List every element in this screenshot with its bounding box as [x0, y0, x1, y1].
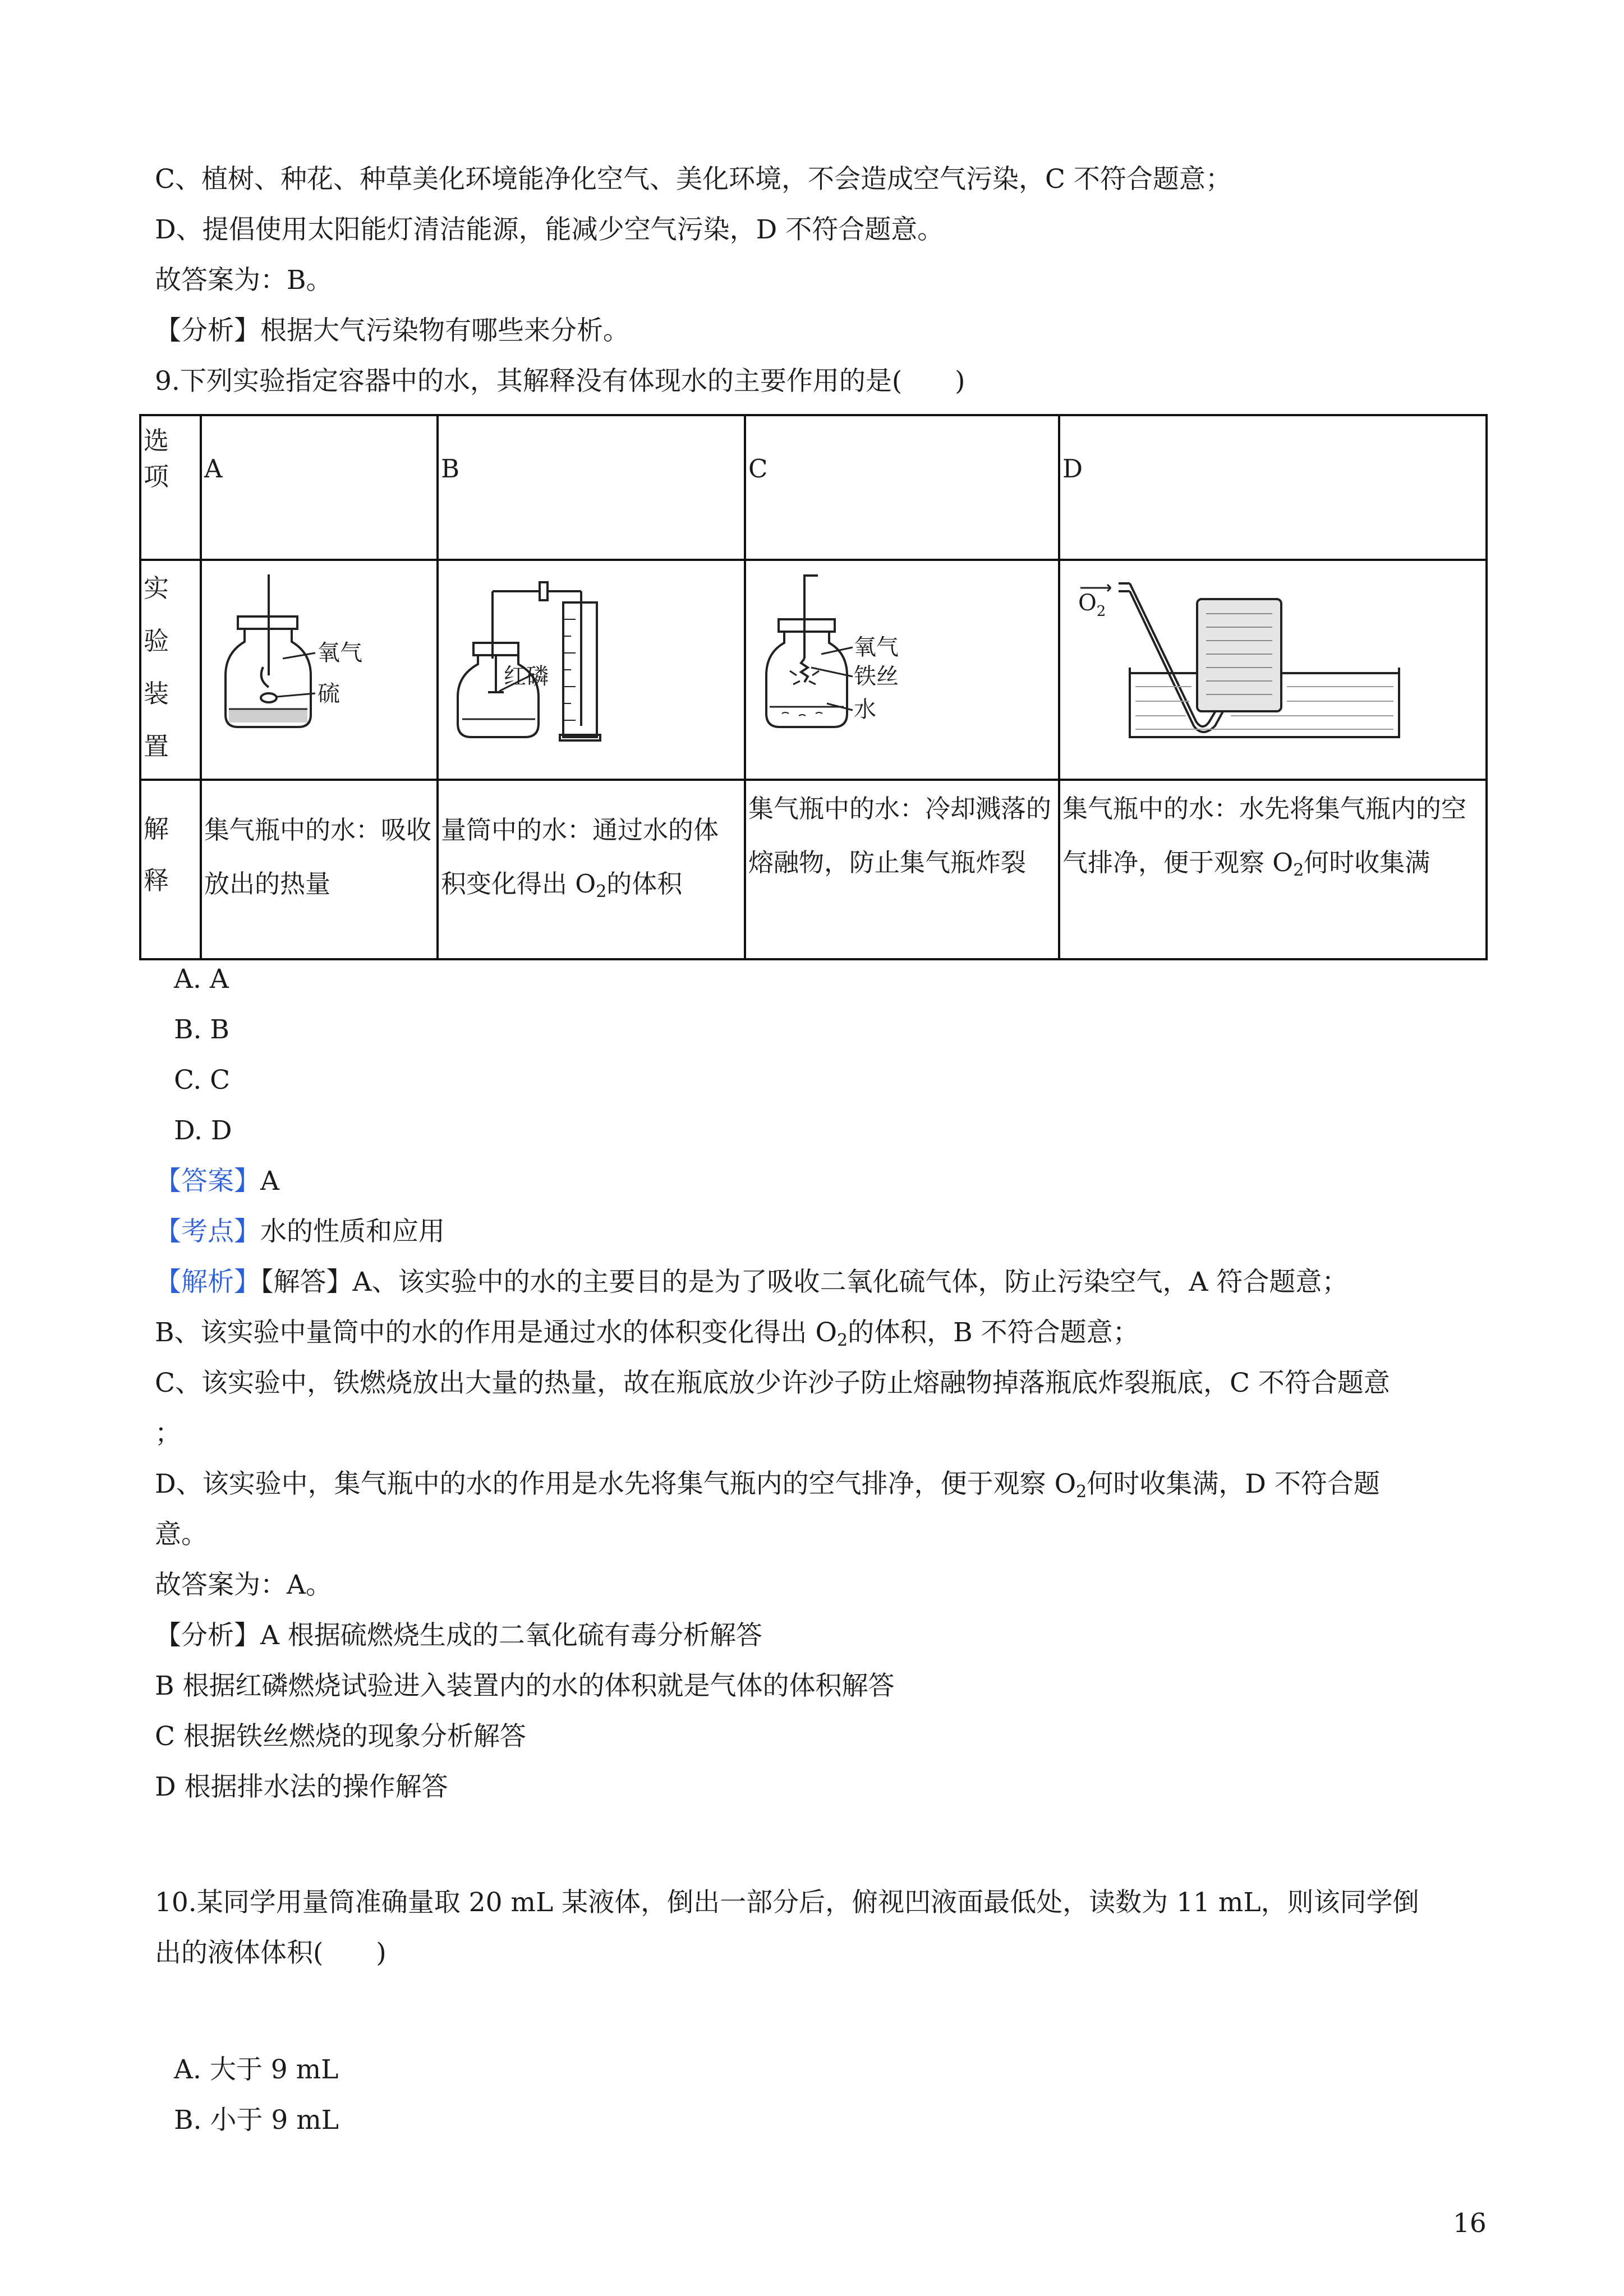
- option-c-header: C: [745, 415, 1059, 560]
- table-row-explanations: [140, 780, 1487, 959]
- q9-solution-c: C、该实验中，铁燃烧放出大量的热量，故在瓶底放少许沙子防止熔融物掉落瓶底炸裂瓶底，C 不符合题意: [155, 1368, 1390, 1398]
- diagram-b-phosphorus-setup: [441, 569, 744, 754]
- q9-solution-b: B、该实验中量筒中的水的作用是通过水的体积变化得出 $O_2$的体积，B 不符合题意；: [155, 1317, 1139, 1350]
- explanation-d: 集气瓶中的水：水先将集气瓶内的空气排净，便于观察 $O_2$何时收集满: [1059, 780, 1487, 959]
- q9-solution-a: 【解析】【解答】A、该实验中的水的主要目的是为了吸收二氧化硫气体，防止污染空气，A 符合题意；: [155, 1267, 1349, 1297]
- q9-analysis-a: 【分析】A 根据硫燃烧生成的二氧化硫有毒分析解答: [155, 1620, 762, 1651]
- row-label-char: 装: [144, 679, 169, 708]
- device-a-cell: [201, 560, 438, 780]
- row-label-option: [140, 415, 201, 560]
- label-sulfur: 硫: [318, 681, 340, 707]
- q9-choice-a: A. A: [174, 964, 229, 995]
- option-b-header: B: [438, 415, 745, 560]
- intro-c-line: C、植树、种花、种草美化环境能净化空气、美化环境，不会造成空气污染，C 不符合题意；: [155, 164, 1232, 195]
- option-d-header: D: [1059, 415, 1487, 560]
- label-iron-wire: 铁丝: [854, 664, 899, 689]
- answer-tag: 【答案】: [155, 1166, 260, 1197]
- q9-analysis-b: B 根据红磷燃烧试验进入装置内的水的体积就是气体的体积解答: [155, 1671, 895, 1701]
- label-oxygen: 氧气: [854, 634, 899, 660]
- intro-d-line: D、提倡使用太阳能灯清洁能源，能减少空气污染，D 不符合题意。: [155, 214, 944, 245]
- device-c-cell: [745, 560, 1059, 780]
- intro-answer-line: 故答案为：B。: [155, 265, 333, 296]
- solution-tag: 【解析】: [155, 1267, 260, 1297]
- q9-stem: 9.下列实验指定容器中的水，其解释没有体现水的主要作用的是( ): [155, 366, 965, 397]
- row-label-char: 解: [144, 814, 169, 844]
- explanation-b: 量筒中的水：通过水的体积变化得出 $O_2$的体积: [438, 780, 745, 959]
- row-label-char: 选: [144, 426, 169, 455]
- row-label-device: [140, 560, 201, 780]
- row-label-char: 释: [144, 866, 169, 895]
- q9-final-answer: 故答案为：A。: [155, 1570, 332, 1600]
- q9-table: [139, 414, 1488, 960]
- intro-analysis-line: 【分析】根据大气污染物有哪些来分析。: [155, 315, 629, 346]
- row-label-char: 项: [144, 462, 169, 491]
- row-label-char: 置: [144, 731, 169, 761]
- q9-solution-d: D、该实验中，集气瓶中的水的作用是水先将集气瓶内的空气排净，便于观察 $O_2$何时收集满，D 不符合题: [155, 1469, 1380, 1502]
- table-row-devices: [140, 560, 1487, 780]
- label-oxygen: 氧气: [318, 640, 362, 666]
- label-oxygen-formula: $O_2$: [1078, 590, 1106, 620]
- option-a-header: A: [201, 415, 438, 560]
- q9-solution-d-tail: 意。: [155, 1519, 208, 1550]
- device-b-cell: [438, 560, 745, 780]
- diagram-a-sulfur-bottle: [204, 569, 435, 754]
- q9-choice-c: C. C: [174, 1065, 231, 1096]
- q9-choice-b: B. B: [174, 1014, 229, 1045]
- q10-stem-line2: 出的液体体积( ): [155, 1938, 387, 1968]
- q9-topic: 【考点】水的性质和应用: [155, 1216, 445, 1247]
- row-label-explanation: [140, 780, 201, 959]
- q9-analysis-c: C 根据铁丝燃烧的现象分析解答: [155, 1721, 526, 1752]
- diagram-c-iron-wire-bottle: [748, 569, 1057, 754]
- q9-choice-d: D. D: [174, 1115, 232, 1146]
- table-row-options: [140, 415, 1487, 560]
- explanation-c: 集气瓶中的水：冷却溅落的熔融物，防止集气瓶炸裂: [745, 780, 1059, 959]
- q9-analysis-d: D 根据排水法的操作解答: [155, 1772, 448, 1802]
- q10-choice-b: B. 小于 9 mL: [174, 2105, 339, 2136]
- label-water: 水: [854, 697, 876, 723]
- explanation-a: 集气瓶中的水：吸收放出的热量: [201, 780, 438, 959]
- q10-choice-a: A. 大于 9 mL: [174, 2054, 339, 2085]
- device-d-cell: [1059, 560, 1487, 780]
- topic-tag: 【考点】: [155, 1216, 260, 1247]
- row-label-char: 实: [144, 573, 169, 603]
- label-red-phosphorus: 红磷: [504, 664, 549, 689]
- q9-solution-c-tail: ；: [155, 1418, 181, 1449]
- page-number: 16: [1453, 2208, 1487, 2239]
- q9-answer: 【答案】A: [155, 1166, 279, 1197]
- diagram-d-water-displacement: [1062, 569, 1484, 754]
- q10-stem-line1: 10.某同学用量筒准确量取 20 mL 某液体，倒出一部分后，俯视凹液面最低处，读数为 11 mL，则该同学倒: [155, 1887, 1419, 1918]
- row-label-char: 验: [144, 626, 169, 656]
